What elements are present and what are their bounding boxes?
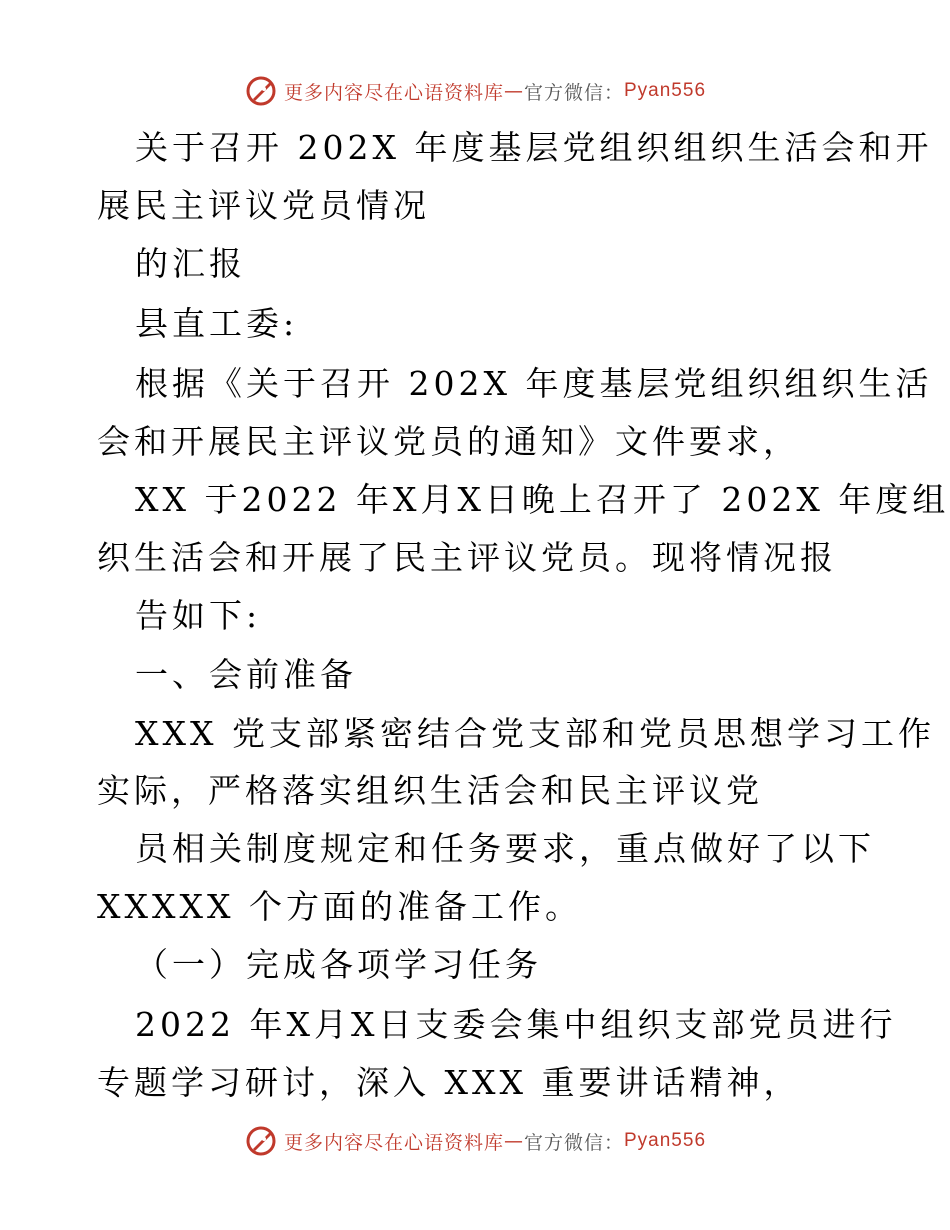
paragraph-2-line-2: 织生活会和开展了民主评议党员。现将情况报 [97, 538, 837, 577]
title-line-1: 关于召开 202X 年度基层党组织组织生活会和开 [135, 128, 933, 167]
recipient-line: 县直工委: [135, 304, 299, 343]
paragraph-3-line-4: XXXXX 个方面的准备工作。 [97, 887, 582, 926]
paragraph-2-line-1: XX 于2022 年X月X日晚上召开了 202X 年度组 [135, 480, 950, 519]
watermark-brand: 更多内容尽在心语资料库 [283, 1131, 504, 1154]
paragraph-2-line-3: 告如下: [135, 596, 262, 635]
watermark-separator: — [503, 80, 524, 102]
footer-watermark [0, 1121, 950, 1161]
watermark-wechat-label: 官方微信： [523, 1131, 624, 1154]
watermark-wechat-label: 官方微信： [523, 81, 624, 104]
watermark-separator: — [503, 1130, 524, 1152]
section-heading-1: 一、会前准备 [135, 655, 357, 694]
paragraph-3-line-3: 员相关制度规定和任务要求，重点做好了以下 [135, 829, 875, 868]
subheading-1: （一）完成各项学习任务 [135, 945, 542, 984]
pen-nib-logo-icon [244, 1124, 278, 1158]
paragraph-1-line-2: 会和开展民主评议党员的通知》文件要求， [97, 422, 800, 461]
paragraph-1-line-1: 根据《关于召开 202X 年度基层党组织组织生活 [135, 364, 933, 403]
paragraph-4-line-2: 专题学习研讨，深入 XXX 重要讲话精神， [97, 1063, 801, 1102]
watermark-wechat-id: Pyan556 [624, 80, 707, 101]
paragraph-3-line-1: XXX 党支部紧密结合党支部和党员思想学习工作 [135, 714, 935, 753]
watermark-brand: 更多内容尽在心语资料库 [283, 81, 504, 104]
title-line-3: 的汇报 [135, 244, 246, 283]
watermark-wechat-id: Pyan556 [624, 1130, 707, 1151]
paragraph-3-line-2: 实际，严格落实组织生活会和民主评议党 [97, 771, 763, 810]
paragraph-4-line-1: 2022 年X月X日支委会集中组织支部党员进行 [135, 1005, 897, 1044]
title-line-2: 展民主评议党员情况 [97, 186, 430, 225]
